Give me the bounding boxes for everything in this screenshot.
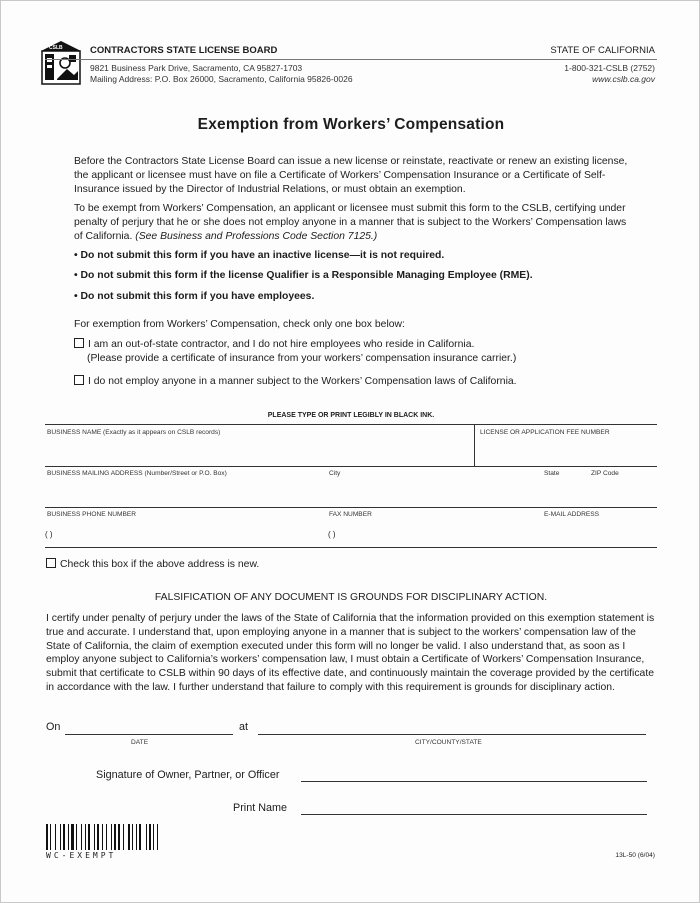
logo-text: CSLB	[49, 45, 63, 51]
barcode-bar	[106, 824, 107, 850]
print-note: PLEASE TYPE OR PRINT LEGIBLY IN BLACK INK.	[267, 412, 435, 419]
license-number-label: LICENSE OR APPLICATION FEE NUMBER	[480, 429, 610, 436]
barcode-bar	[128, 824, 130, 850]
barcode-bar	[71, 824, 74, 850]
new-address-checkbox[interactable]	[46, 558, 56, 568]
new-address-text: Check this box if the above address is new.	[60, 559, 260, 570]
bullet-rme: • Do not submit this form if the license Qualifier is a Responsible Managing Employee (RME).	[74, 270, 533, 281]
state-field[interactable]	[544, 480, 584, 504]
barcode-bar	[63, 824, 65, 850]
barcode-bar	[146, 824, 147, 850]
email-field[interactable]	[544, 521, 654, 543]
barcode-bar	[123, 824, 124, 850]
barcode-text: WC-EXEMPT	[46, 851, 117, 860]
form-rule-1	[45, 466, 657, 467]
falsification-notice: FALSIFICATION OF ANY DOCUMENT IS GROUNDS FOR DISCIPLINARY ACTION.	[154, 592, 548, 603]
certification-paragraph: I certify under penalty of perjury under the laws of the State of California that the information provided on this exemption statement is true and accurate. I understand that, upon employing anyone in a manner that is subject to the workers’ compensation law of the State of California, the claim of exemption executed under this form will no longer be valid. I also understand that, as soon as I employ anyone subject to California’s workers’ compensation law, I must obtain a Certificate of Workers’ Compensation Insurance, submit that certificate to CSLB within 90 days of its effective date, and continuously maintain the coverage provided by the certificate in accordance with the law. I further understand that failure to comply with this requirement is grounds for disciplinary action.	[46, 613, 655, 693]
org-name: CONTRACTORS STATE LICENSE BOARD	[90, 45, 278, 56]
barcode-bar	[153, 824, 154, 850]
business-name-label: BUSINESS NAME (Exactly as it appears on CSLB records)	[47, 429, 221, 436]
state-field-label: State	[544, 470, 560, 477]
place-label: CITY/COUNTY/STATE	[415, 739, 482, 746]
mailing-address-field[interactable]	[47, 480, 322, 504]
no-employees-checkbox[interactable]	[74, 375, 84, 385]
signature-label: Signature of Owner, Partner, or Officer	[96, 769, 280, 781]
barcode-bar	[50, 824, 51, 850]
intro-paragraph-1: Before the Contractors State License Board can issue a new license or reinstate, reactivate or renew an existing license, the applicant or licensee must have on file a Certificate of Workers’ Compensation Insurance or a Certificate of Self-Insurance issued by the Director of Industrial Relations, or must obtain an exemption.	[74, 156, 628, 195]
code-reference: (See Business and Professions Code Section 7125.)	[135, 230, 378, 242]
barcode	[46, 824, 186, 850]
bullet-inactive-license: • Do not submit this form if you have an inactive license—it is not required.	[74, 250, 445, 261]
barcode-bar	[132, 824, 133, 850]
form-code: 13L-50 (6/04)	[615, 852, 655, 859]
business-name-field[interactable]	[47, 439, 469, 463]
barcode-bar	[60, 824, 61, 850]
city-label: City	[329, 470, 341, 477]
barcode-bar	[139, 824, 141, 850]
fax-field[interactable]: ( )	[328, 530, 336, 539]
check-instruction: For exemption from Workers’ Compensation, check only one box below:	[74, 319, 405, 330]
barcode-bar	[114, 824, 116, 850]
option-2-text: I do not employ anyone in a manner subject to the Workers’ Compensation laws of California.	[88, 376, 517, 387]
new-address-option	[46, 558, 259, 570]
intro-paragraph-2-text: To be exempt from Workers’ Compensation, an applicant or licensee must submit this form to the CSLB, certifying under penalty of perjury that he or she does not employ anyone in a manner that is subject to the Workers’ Compensation laws of California.	[74, 203, 627, 242]
intro-paragraph-2	[74, 202, 634, 243]
mailing-address-label: BUSINESS MAILING ADDRESS (Number/Street or P.O. Box)	[47, 470, 227, 477]
form-rule-2	[45, 507, 657, 508]
zip-label: ZIP Code	[591, 470, 619, 477]
barcode-bar	[76, 824, 77, 850]
phone-label: BUSINESS PHONE NUMBER	[47, 511, 137, 518]
barcode-bar	[97, 824, 99, 850]
form-rule-3	[45, 547, 657, 548]
print-name-line[interactable]	[301, 814, 647, 815]
option-1-line-1: I am an out-of-state contractor, and I do not hire employees who reside in California.	[88, 339, 475, 350]
at-label: at	[239, 721, 249, 733]
form-rule-top	[45, 424, 657, 425]
zip-field[interactable]	[591, 480, 653, 504]
page-title: Exemption from Workers’ Compensation	[197, 116, 505, 133]
address-line-2: Mailing Address: P.O. Box 26000, Sacramento, California 95826-0026	[90, 74, 353, 84]
print-name-label: Print Name	[233, 802, 288, 814]
place-line[interactable]	[258, 734, 646, 735]
form-divider	[474, 424, 475, 466]
barcode-bar	[157, 824, 158, 850]
date-line[interactable]	[65, 734, 233, 735]
option-out-of-state	[74, 338, 634, 352]
phone-number: 1-800-321-CSLB (2752)	[564, 63, 655, 73]
barcode-bar	[136, 824, 137, 850]
barcode-bar	[118, 824, 120, 850]
phone-field[interactable]: ( )	[45, 530, 53, 539]
option-no-employees	[74, 375, 634, 389]
signature-line[interactable]	[301, 781, 647, 782]
barcode-bar	[68, 824, 69, 850]
email-label: E-MAIL ADDRESS	[544, 511, 600, 518]
barcode-bar	[94, 824, 95, 850]
city-field[interactable]	[329, 480, 534, 504]
website-link[interactable]: www.cslb.ca.gov	[592, 74, 655, 84]
barcode-bar	[111, 824, 112, 850]
barcode-bar	[149, 824, 151, 850]
option-1-line-2: (Please provide a certificate of insurance from your workers’ compensation insurance carrier.)	[87, 353, 517, 364]
on-label: On	[46, 721, 61, 733]
barcode-bar	[85, 824, 86, 850]
barcode-bar	[88, 824, 90, 850]
header-rule	[45, 59, 657, 60]
barcode-bar	[102, 824, 103, 850]
bullet-employees: • Do not submit this form if you have employees.	[74, 291, 315, 302]
state-label: STATE OF CALIFORNIA	[550, 45, 655, 56]
out-of-state-checkbox[interactable]	[74, 338, 84, 348]
fax-label: FAX NUMBER	[329, 511, 372, 518]
barcode-bar	[55, 824, 56, 850]
address-line-1: 9821 Business Park Drive, Sacramento, CA 95827-1703	[90, 63, 303, 73]
date-label: DATE	[131, 739, 149, 746]
barcode-bar	[46, 824, 48, 850]
license-number-field[interactable]	[480, 439, 652, 463]
barcode-bar	[81, 824, 82, 850]
